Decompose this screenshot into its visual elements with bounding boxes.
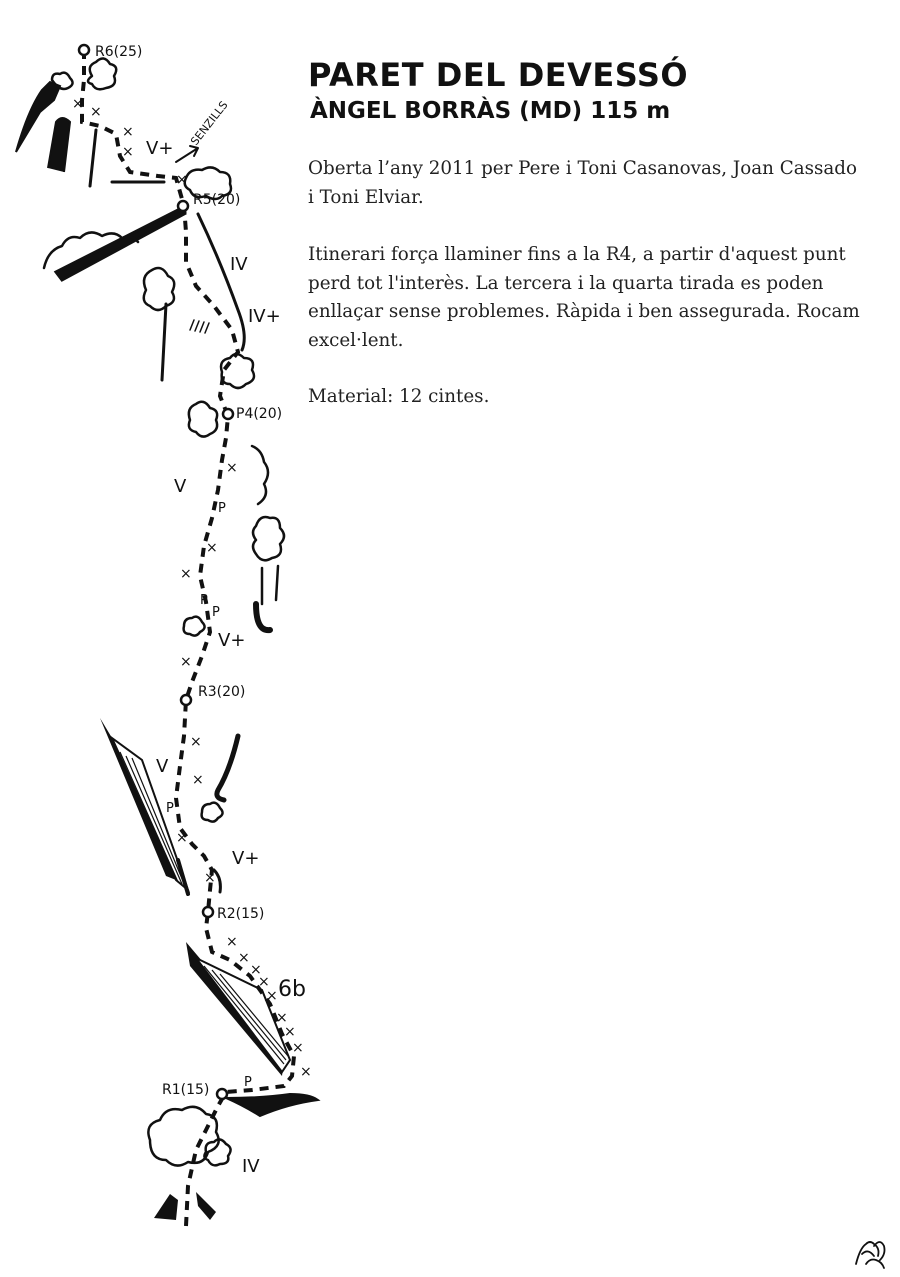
svg-text:×: × [258, 974, 270, 990]
svg-text:×: × [176, 830, 188, 846]
rock-face-right-upper [198, 214, 244, 350]
svg-text:×: × [90, 104, 102, 120]
descent-arrow [176, 146, 198, 162]
svg-text:×: × [206, 540, 218, 556]
belay-p4 [223, 409, 233, 419]
belay-label-p4: P4(20) [236, 406, 283, 422]
belay-r6 [79, 45, 89, 55]
description-paragraph-opening: Oberta l’any 2011 per Pere i Toni Casanovas, Joan Cassado i Toni Elviar. [308, 158, 857, 208]
svg-text:×: × [180, 566, 192, 582]
grade-pitch4b: V [174, 476, 187, 497]
piton-mark-3: P [200, 593, 208, 608]
rock-hook-right [256, 604, 270, 630]
piton-mark-2: P [166, 801, 174, 816]
svg-text:×: × [250, 962, 262, 978]
svg-text:×: × [276, 1010, 288, 1026]
grade-pitch1: IV [242, 1156, 260, 1177]
piton-mark-4: P [212, 605, 220, 620]
rock-ledge-r1 [226, 1094, 318, 1116]
descent-label: SENZILLS [188, 98, 231, 148]
svg-text:×: × [122, 124, 134, 140]
belay-label-r3: R3(20) [198, 684, 246, 700]
svg-text:×: × [180, 654, 192, 670]
svg-text:×: × [238, 950, 250, 966]
svg-text:×: × [300, 1064, 312, 1080]
grade-pitch3a: V+ [232, 848, 260, 869]
grade-pitch4a: V+ [218, 630, 246, 651]
route-topo-drawing [0, 0, 330, 1277]
belay-label-r5: R5(20) [193, 192, 241, 208]
svg-text:×: × [176, 172, 188, 188]
svg-text:×: × [72, 96, 84, 112]
grade-pitch6: V+ [146, 138, 174, 159]
svg-text:×: × [122, 144, 134, 160]
rock-hatch-upper [190, 320, 209, 333]
piton-mark-5: P [218, 501, 226, 516]
belay-r3 [181, 695, 191, 705]
svg-text:×: × [226, 934, 238, 950]
bush-r1 [148, 1107, 218, 1166]
grade-pitch5b: IV+ [248, 306, 281, 327]
piton-mark-1: P [244, 1075, 252, 1090]
svg-text:×: × [292, 1040, 304, 1056]
description-paragraph-material: Material: 12 cintes. [308, 386, 490, 407]
belay-label-r1: R1(15) [162, 1082, 210, 1098]
grade-pitch5a: IV [230, 254, 248, 275]
bush-left-mid [144, 268, 175, 310]
climbing-logo-icon [852, 1234, 890, 1270]
svg-text:×: × [266, 988, 278, 1004]
belay-label-r2: R2(15) [217, 906, 265, 922]
rock-left-wall-upper [162, 304, 166, 380]
belay-r2 [203, 907, 213, 917]
svg-text:×: × [190, 734, 202, 750]
rock-right-wall-lower [217, 736, 238, 800]
grade-pitch3b: V [156, 756, 169, 777]
rock-dihedral-top [48, 118, 70, 172]
rock-flake-top [90, 130, 96, 186]
grade-pitch2: 6b [278, 977, 306, 1002]
belay-r1 [217, 1089, 227, 1099]
svg-text:×: × [226, 460, 238, 476]
belay-r5 [178, 201, 188, 211]
description-paragraph-route: Itinerari força llaminer fins a la R4, a partir d'aquest punt perd tot l'interès. La tercera i la quarta tirada es poden enllaçar sense problemes. Ràpida i ben assegurada. Rocam excel·lent. [308, 244, 860, 351]
rock-slab-lower [100, 718, 188, 894]
bush-lower-right [202, 803, 223, 822]
rock-blocks-right-mid [252, 446, 284, 604]
route-subtitle: ÀNGEL BORRÀS (MD) 115 m [310, 98, 671, 124]
svg-text:×: × [204, 870, 216, 886]
belay-label-r6: R6(25) [95, 44, 143, 60]
bush-mid-route [184, 617, 205, 636]
svg-text:×: × [284, 1024, 296, 1040]
svg-text:×: × [192, 772, 204, 788]
page-title: PARET DEL DEVESSÓ [308, 56, 689, 94]
